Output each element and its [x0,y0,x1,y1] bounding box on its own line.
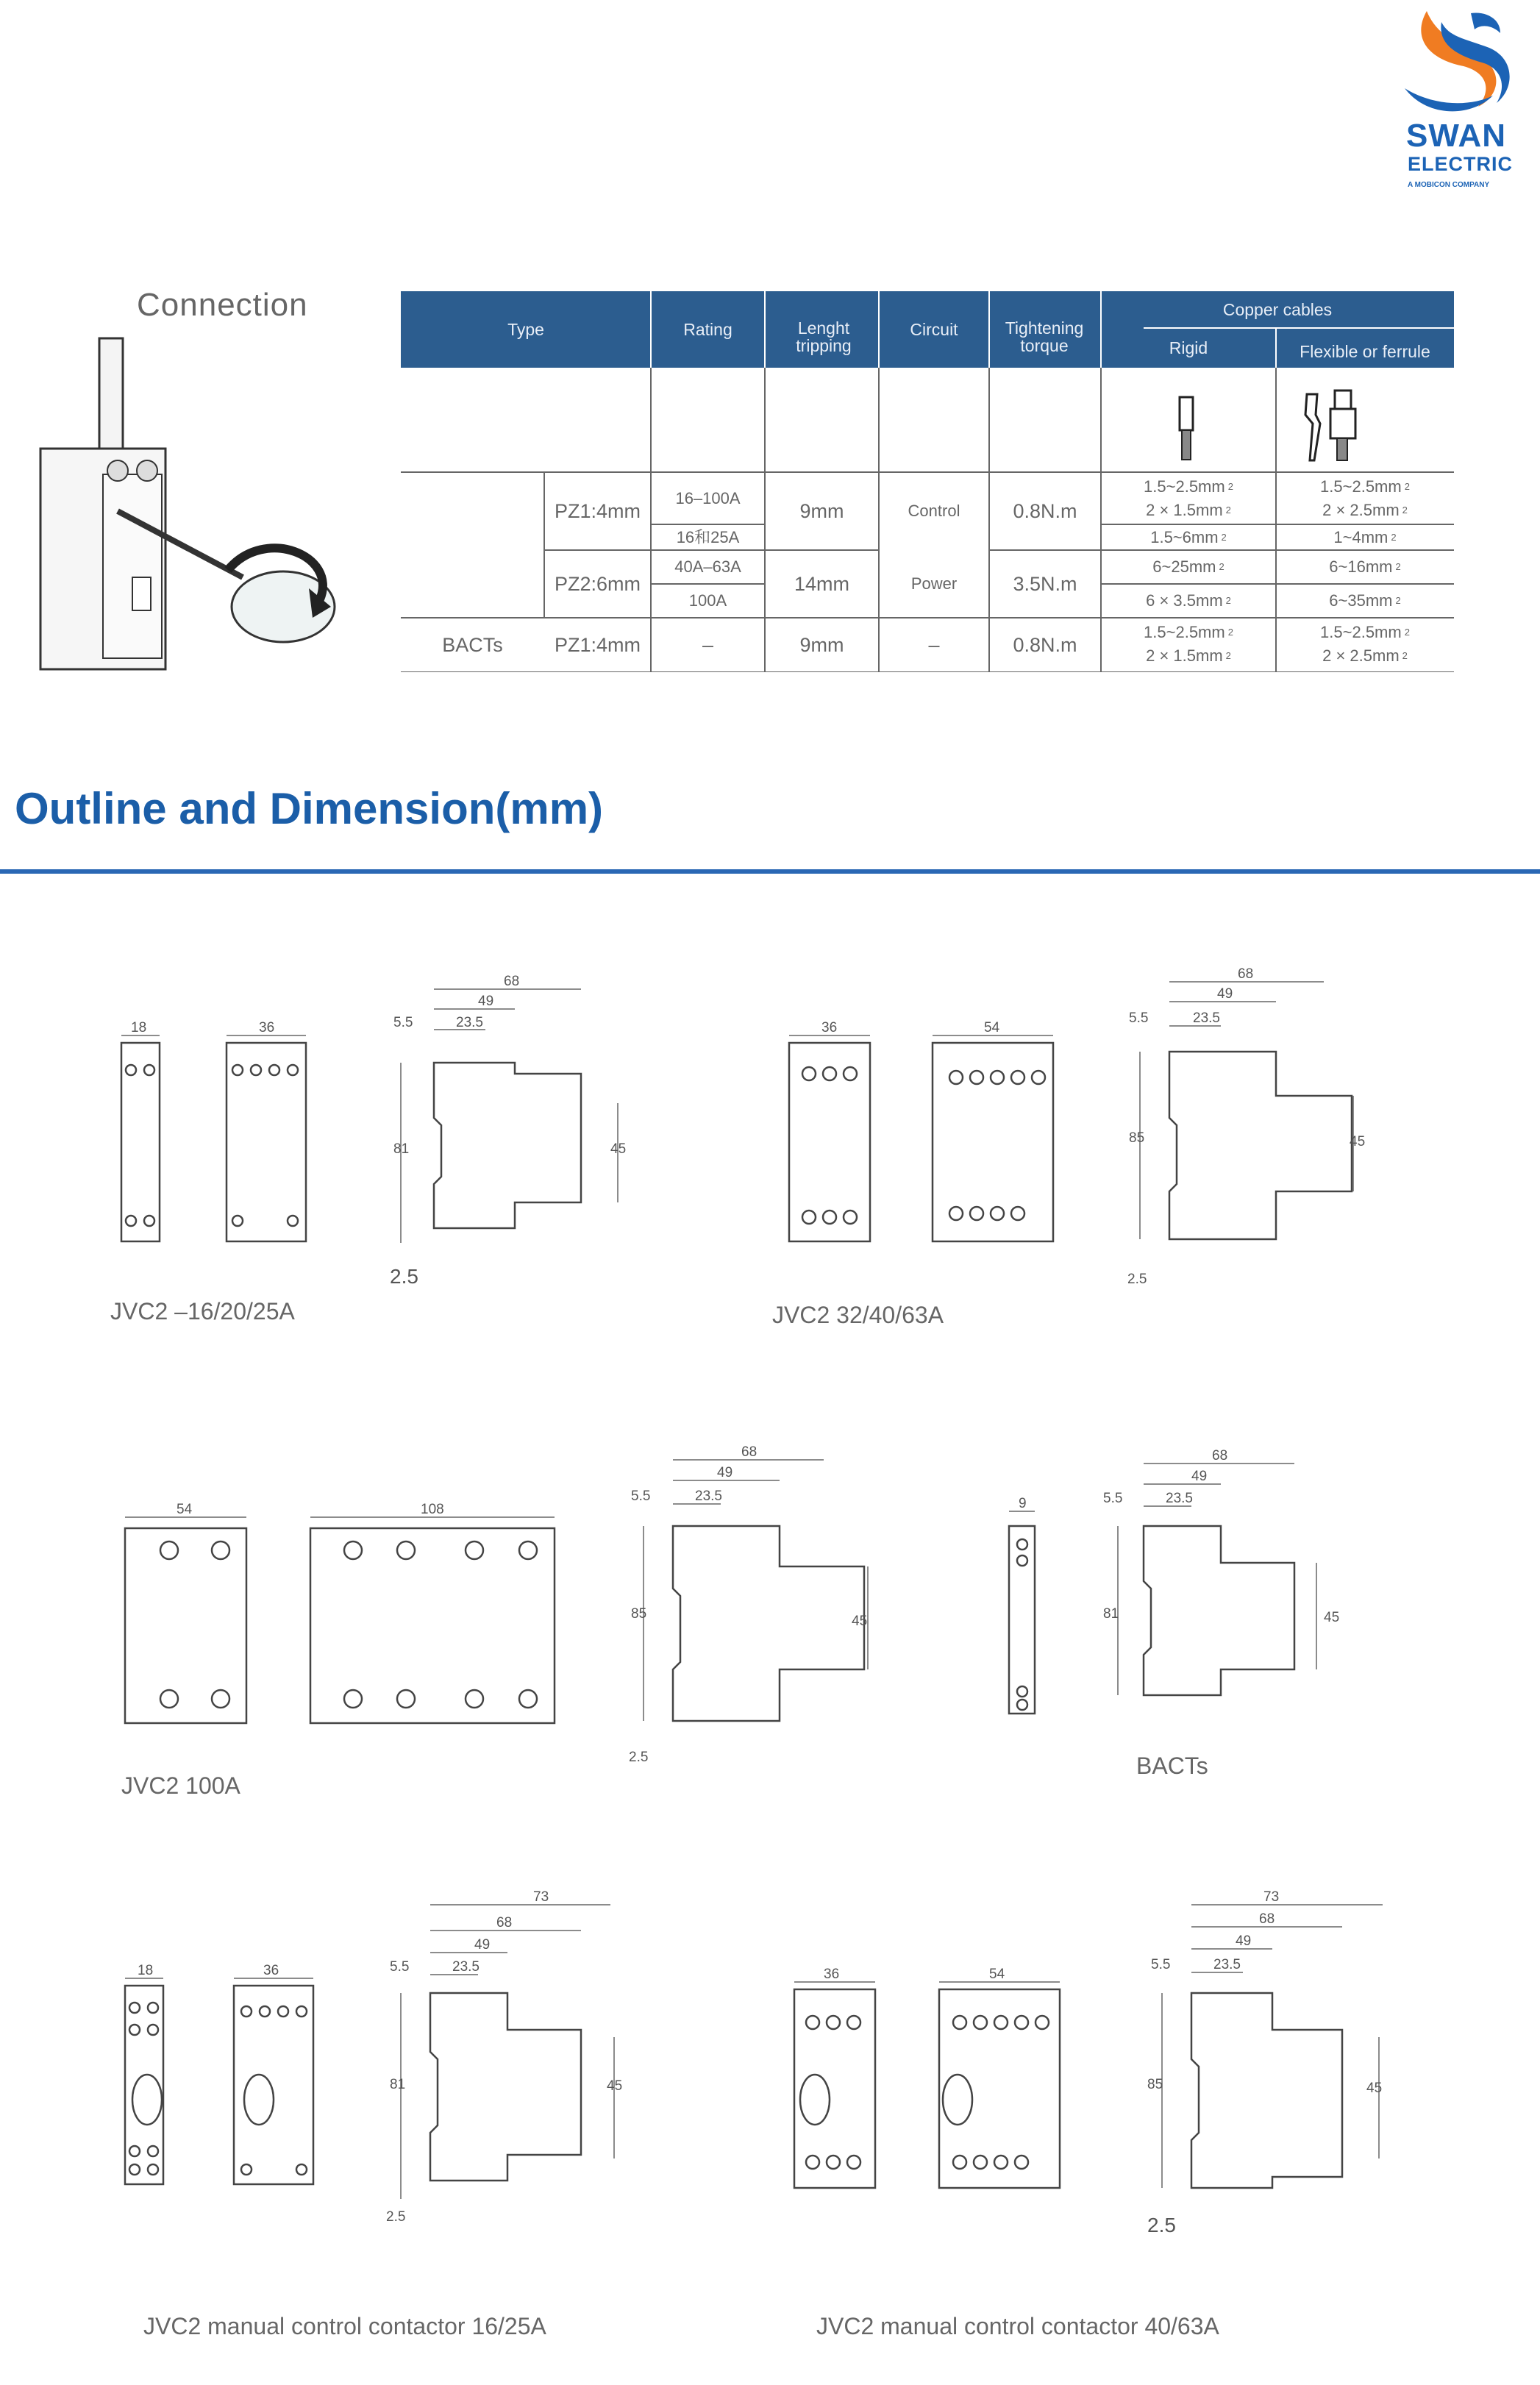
pz1-rigid-b: 1.5~6mm 2 [1150,527,1227,546]
pz1-circuit: Control [908,502,960,521]
svg-text:23.5: 23.5 [456,1015,483,1030]
pz2-length: 14mm [794,572,849,595]
pz2-rating-b: 100A [688,591,727,610]
header-copper: Copper cables [1222,299,1333,319]
jvc2-32-side [1169,1052,1352,1239]
svg-text:5.5: 5.5 [631,1489,651,1504]
svg-text:36: 36 [263,1963,279,1978]
bacts-rigid2: 2 × 1.5mm 2 [1146,646,1231,666]
pz1-rating-b: 16和25A [676,527,740,546]
svg-text:68: 68 [1212,1448,1228,1464]
flexible-cable-icon [1305,391,1355,460]
manual-16-side [430,1993,581,2181]
svg-text:5.5: 5.5 [390,1959,410,1975]
svg-text:85: 85 [631,1606,647,1622]
dimension-drawings [0,941,1540,2383]
svg-text:2.5: 2.5 [390,1265,418,1288]
svg-text:49: 49 [474,1937,491,1953]
svg-text:54: 54 [984,1020,1000,1035]
svg-text:45: 45 [1350,1134,1366,1149]
bacts-circuit: – [928,633,940,656]
svg-text:81: 81 [1103,1606,1119,1622]
pz1-flex-a1: 1.5~2.5mm 2 [1320,477,1410,496]
svg-text:5.5: 5.5 [1103,1491,1123,1506]
pz2-circuit: Power [910,574,958,593]
svg-text:2.5: 2.5 [386,2209,406,2225]
svg-text:81: 81 [393,1141,410,1157]
header-type: Type [507,319,544,339]
jvc2-32-front-36 [789,1043,870,1241]
svg-text:36: 36 [821,1020,838,1035]
pz2-type: PZ2:6mm [554,572,641,595]
svg-text:2.5: 2.5 [1147,2214,1176,2236]
svg-text:49: 49 [1191,1469,1208,1484]
svg-text:18: 18 [131,1020,147,1035]
svg-text:68: 68 [1238,966,1254,982]
svg-text:5.5: 5.5 [1129,1010,1149,1026]
pz1-torque: 0.8N.m [1013,499,1077,522]
bacts-flex1: 1.5~2.5mm 2 [1320,623,1410,642]
header-flexible: Flexible or ferrule [1300,341,1430,361]
logo-tagline: A MOBICON COMPANY [1408,181,1490,189]
dimension-labels [131,966,1382,2236]
swan-logo-icon [1397,7,1522,118]
svg-text:2.5: 2.5 [629,1750,649,1765]
svg-text:73: 73 [533,1889,549,1905]
caption-jvc2-16: JVC2 –16/20/25A [110,1298,295,1325]
bacts-rigid1: 1.5~2.5mm 2 [1144,623,1233,642]
svg-text:49: 49 [717,1465,733,1480]
bacts-name: BACTs [442,633,503,656]
pz1-type: PZ1:4mm [554,499,641,522]
svg-text:5.5: 5.5 [1151,1957,1171,1972]
pz2-rating-a: 40A–63A [674,557,741,577]
pz1-rigid-a2: 2 × 1.5mm 2 [1146,501,1231,520]
header-torque: Tightening torque [1005,318,1084,355]
svg-text:5.5: 5.5 [393,1015,413,1030]
pz1-flex-b: 1~4mm 2 [1333,527,1397,546]
svg-text:54: 54 [989,1967,1005,1982]
jvc2-16-front-36 [227,1043,306,1241]
manual-16-front-36 [234,1986,313,2184]
pz2-rigid-b: 6 × 3.5mm 2 [1146,591,1231,610]
logo-sub: ELECTRIC [1408,153,1513,175]
svg-text:54: 54 [177,1502,193,1517]
section-title: Outline and Dimension(mm) [15,784,604,833]
svg-text:9: 9 [1019,1496,1027,1511]
svg-text:23.5: 23.5 [695,1489,722,1504]
bacts-type: PZ1:4mm [554,633,641,656]
svg-text:49: 49 [1236,1933,1252,1949]
svg-text:49: 49 [1217,986,1233,1002]
pz2-flex-b: 6~35mm 2 [1329,591,1401,610]
svg-text:45: 45 [852,1614,868,1629]
svg-text:49: 49 [478,994,494,1009]
caption-manual-40: JVC2 manual control contactor 40/63A [816,2313,1219,2339]
svg-text:68: 68 [504,974,520,989]
header-length: Lenght tripping [796,318,852,355]
pz1-length: 9mm [799,499,844,522]
pz1-flex-a2: 2 × 2.5mm 2 [1322,501,1408,520]
connection-spec-table [401,291,1454,672]
connection-title: Connection [137,287,308,323]
bacts-length: 9mm [799,633,844,656]
svg-text:36: 36 [824,1967,840,1982]
svg-text:68: 68 [496,1915,513,1931]
bacts-rating: – [702,633,714,656]
svg-text:68: 68 [741,1444,757,1460]
svg-text:68: 68 [1259,1911,1275,1927]
bacts-torque: 0.8N.m [1013,633,1077,656]
caption-manual-16: JVC2 manual control contactor 16/25A [143,2313,546,2339]
connection-illustration [29,335,338,680]
svg-text:108: 108 [421,1502,444,1517]
section-divider [0,869,1540,874]
swan-electric-logo [1397,7,1522,191]
manual-40-front-54 [939,1989,1060,2188]
caption-bacts: BACTs [1136,1753,1208,1779]
svg-text:23.5: 23.5 [1166,1491,1193,1506]
header-rigid: Rigid [1169,338,1208,357]
svg-text:18: 18 [138,1963,154,1978]
manual-40-side [1191,1993,1342,2188]
svg-text:73: 73 [1263,1889,1280,1905]
svg-text:23.5: 23.5 [452,1959,480,1975]
jvc2-16-side [434,1063,581,1228]
logo-brand: SWAN [1406,118,1506,154]
bacts-side [1144,1526,1294,1695]
svg-text:81: 81 [390,2077,406,2092]
svg-text:23.5: 23.5 [1213,1957,1241,1972]
svg-text:2.5: 2.5 [1127,1272,1147,1287]
pz1-rigid-a1: 1.5~2.5mm 2 [1144,477,1233,496]
svg-text:23.5: 23.5 [1193,1010,1220,1026]
svg-text:36: 36 [259,1020,275,1035]
caption-jvc2-32: JVC2 32/40/63A [772,1302,944,1328]
pz1-rating-a: 16–100A [675,488,741,507]
bacts-front-9 [1009,1526,1035,1714]
bacts-flex2: 2 × 2.5mm 2 [1322,646,1408,666]
rigid-cable-icon [1180,397,1193,460]
svg-text:85: 85 [1147,2077,1163,2092]
header-rating: Rating [683,319,732,339]
header-circuit: Circuit [910,319,958,339]
pz2-flex-a: 6~16mm 2 [1329,557,1401,577]
svg-text:45: 45 [610,1141,627,1157]
pz2-rigid-a: 6~25mm 2 [1152,557,1224,577]
svg-text:45: 45 [1366,2081,1383,2096]
svg-text:85: 85 [1129,1130,1145,1146]
svg-text:45: 45 [607,2078,623,2094]
pz2-torque: 3.5N.m [1013,572,1077,595]
jvc2-100-side [673,1526,864,1721]
svg-text:45: 45 [1324,1610,1340,1625]
caption-jvc2-100: JVC2 100A [121,1772,240,1799]
